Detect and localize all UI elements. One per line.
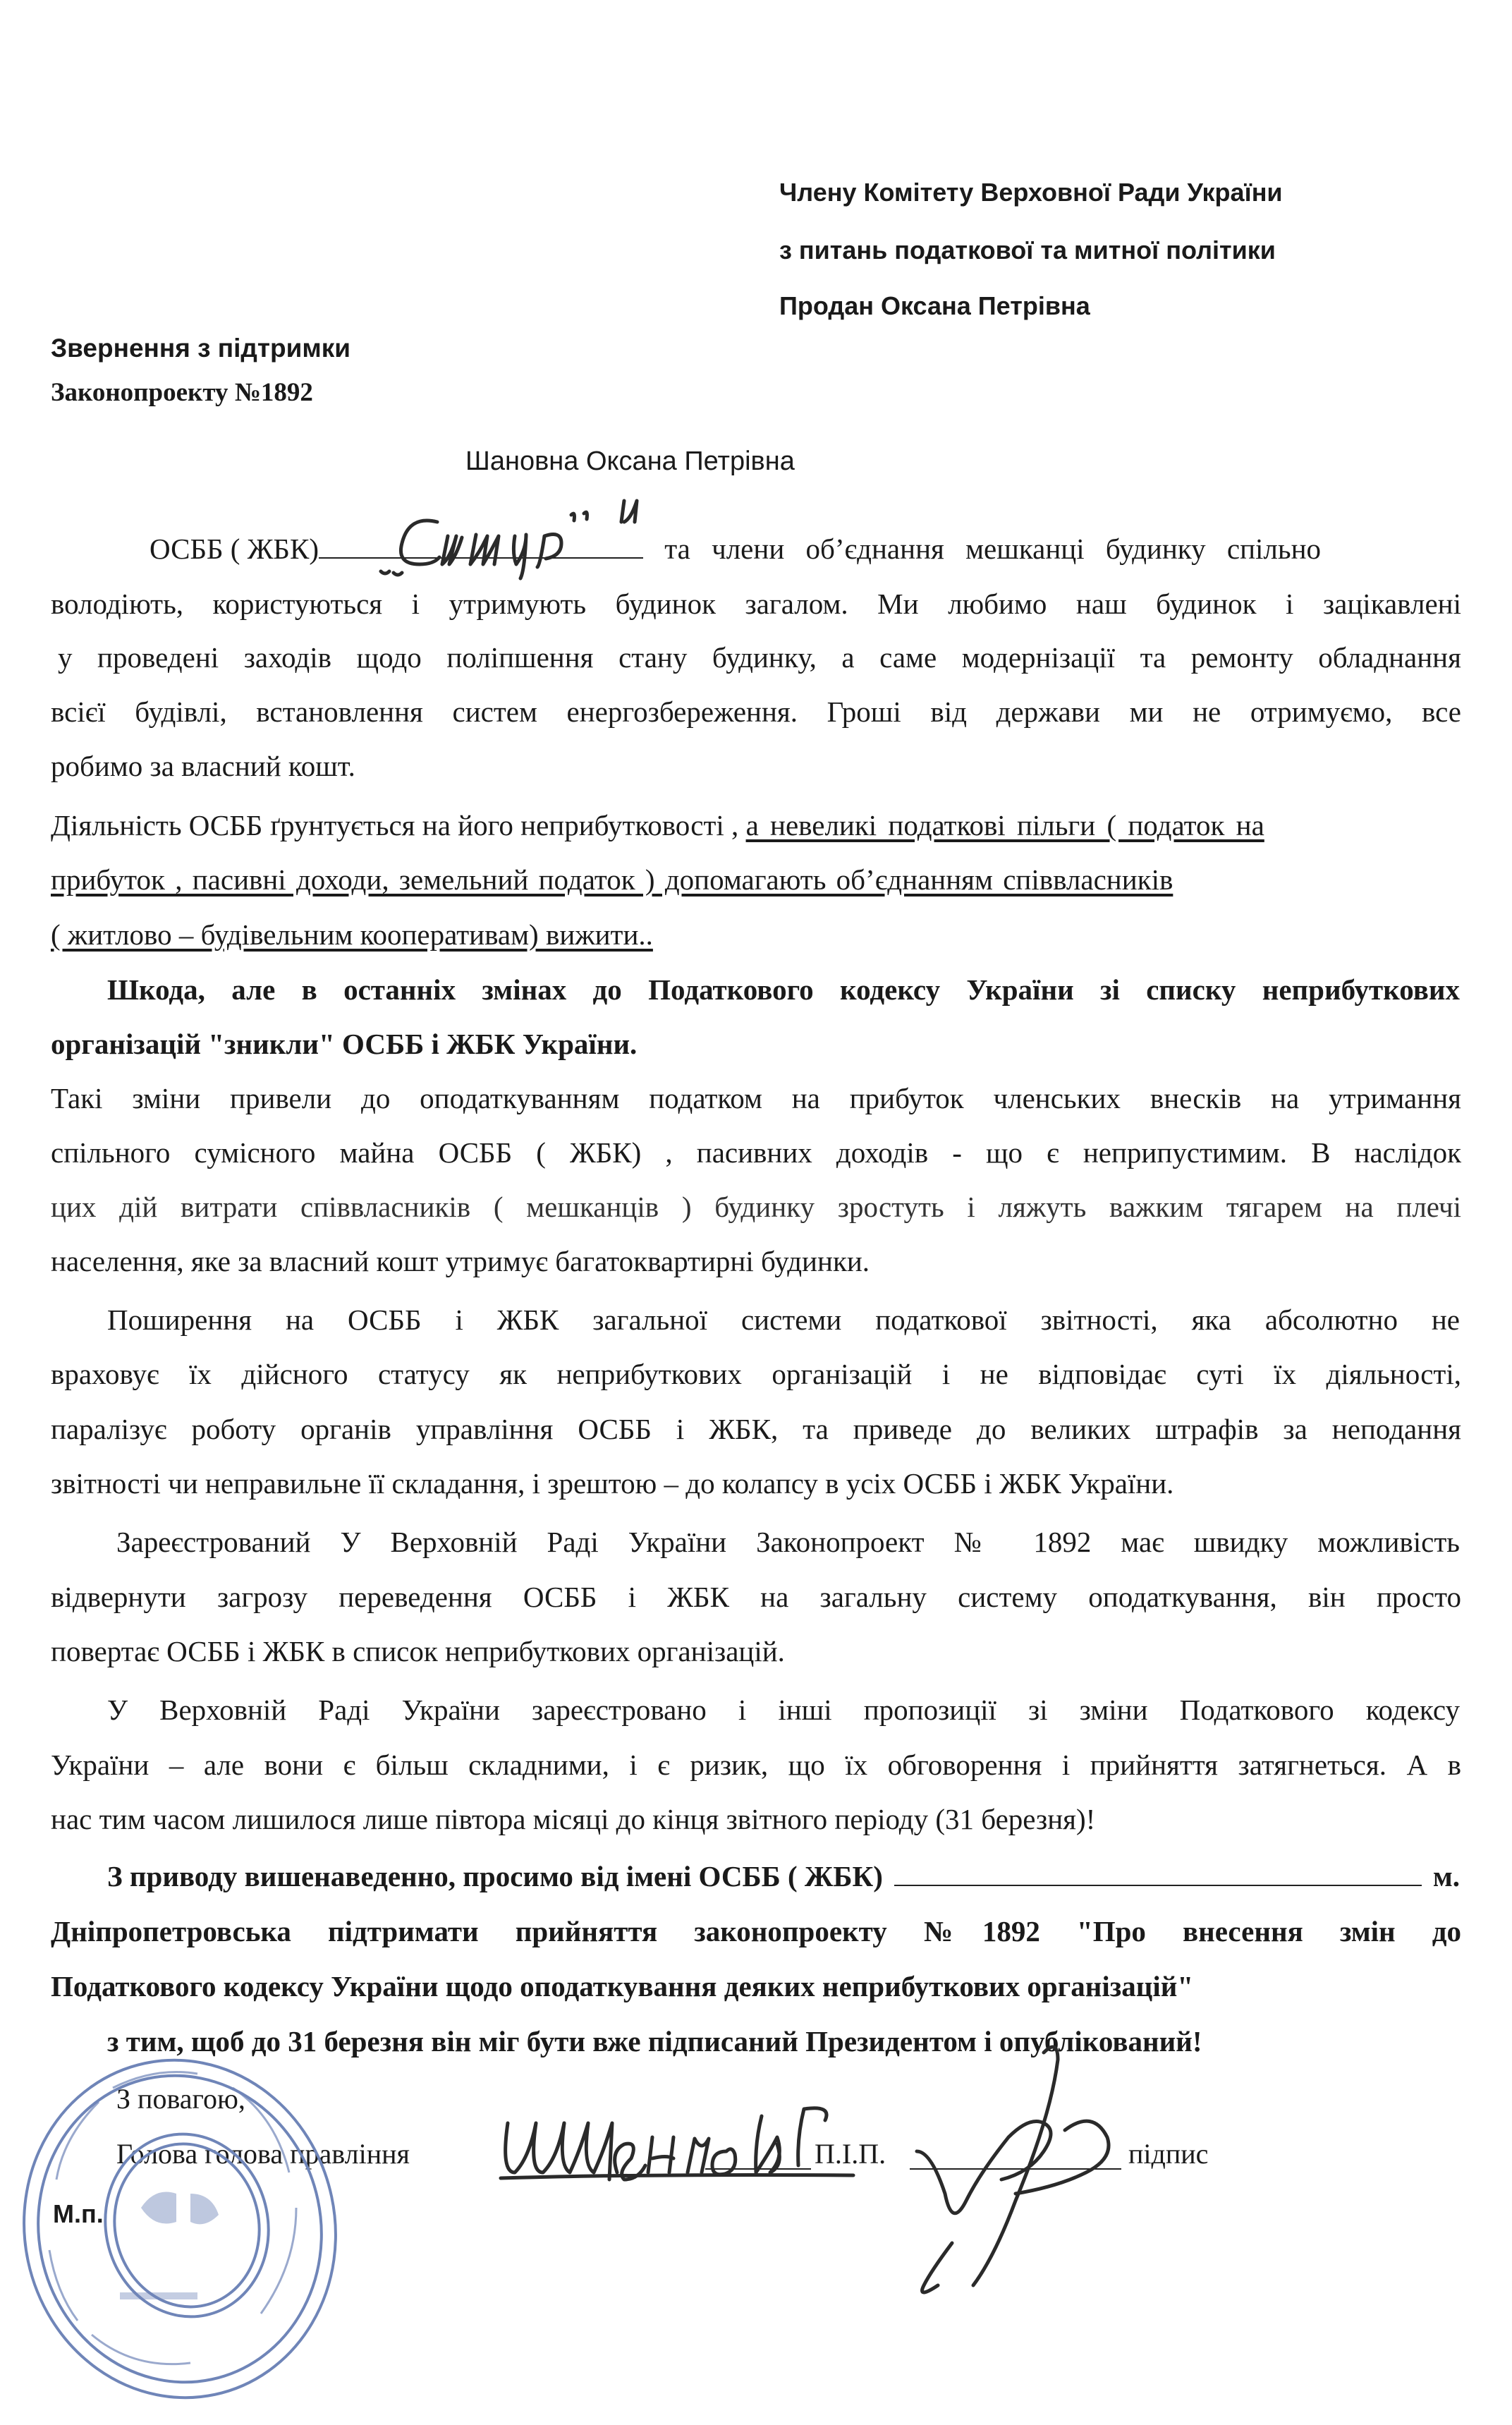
para5-line-4: звітності чи неправильне її складання, і зрештою – до колапсу в усіх ОСББ і ЖБК України.	[51, 1467, 1174, 1500]
para8-line-1-start: З приводу вишенаведенно, просимо від імені ОСББ ( ЖБК)	[107, 1860, 883, 1892]
addressee-line-1: Члену Комітету Верховної Ради України	[779, 178, 1283, 207]
para8-city-prefix: м.	[1432, 1860, 1460, 1892]
chair-label: Голова голова правління	[116, 2138, 410, 2170]
addressee-line-2: з питань податкової та митної політики	[779, 236, 1276, 265]
para4-line-1: Такі зміни привели до оподаткуванням податком на прибуток членських внесків на утримання	[51, 1082, 1461, 1114]
para4-line-4: населення, яке за власний кошт утримує багатоквартирні будинки.	[51, 1245, 870, 1277]
regards: З повагою,	[116, 2083, 245, 2115]
para6-line-2: відвернути загрозу переведення ОСББ і ЖБК на загальну систему оподаткування, він просто	[51, 1581, 1461, 1613]
addressee-line-3: Продан Оксана Петрівна	[779, 291, 1090, 320]
para1-line-1-rest: та члени об’єднання мешканці будинку спільно	[664, 533, 1322, 565]
para4-line-2: спільного сумісного майна ОСББ ( ЖБК) , пасивних доходів - що є неприпустимим. В наслідок	[51, 1136, 1461, 1169]
para1-line-2: володіють, користуються і утримують будинок загалом. Ми любимо наш будинок і зацікавлені	[51, 588, 1461, 620]
para2-line-1-start: Діяльність ОСББ ґрунтується на його неприбутковості ,	[51, 809, 746, 841]
signature-label: підпис	[1128, 2138, 1209, 2170]
round-stamp	[14, 2038, 346, 2405]
para7-line-3: нас тим часом лишилося лише півтора місяці до кінця звітного періоду (31 березня)!	[51, 1803, 1096, 1835]
greeting: Шановна Оксана Петрівна	[465, 446, 795, 476]
pib-label: П.І.П.	[815, 2138, 886, 2170]
para8-line-4: з тим, щоб до 31 березня він міг бути вже підписаний Президентом і опублікований!	[107, 2025, 1202, 2058]
para1-line-5: робимо за власний кошт.	[51, 750, 355, 782]
para3-line-2: організацій "зникли" ОСББ і ЖБК України.	[51, 1028, 638, 1060]
para4-line-3: цих дій витрати співвласників ( мешканців ) будинку зростуть і ляжуть важким тягарем на плечі	[51, 1191, 1461, 1223]
para1-line-4: всієї будівлі, встановлення систем енергозбереження. Гроші від держави ми не отримуємо, все	[51, 695, 1461, 728]
para1-line-3: у проведені заходів щодо поліпшення стану будинку, а саме модернізації та ремонту обладнання	[58, 641, 1461, 674]
para6-line-3: повертає ОСББ і ЖБК в список неприбуткових організацій.	[51, 1635, 785, 1667]
para1-osbb-label: ОСББ ( ЖБК)	[150, 533, 319, 565]
para5-line-2: враховує їх дійсного статусу як неприбуткових організацій і не відповідає суті їх діяльності,	[51, 1358, 1461, 1390]
para5-line-3: паралізує роботу органів управління ОСББ і ЖБК, та приведе до великих штрафів за неподання	[51, 1413, 1461, 1445]
para8-line-2: Дніпропетровська підтримати прийняття законопроекту №1892 "Про внесення змін до	[51, 1915, 1461, 1947]
stamp-place-label: М.п.	[53, 2199, 104, 2228]
osbb-name-field-2	[894, 1885, 1422, 1886]
subject-line-1: Звернення з підтримки	[51, 334, 350, 363]
para7-line-1: У Верховній Раді України зареєстровано і інші пропозиції зі зміни Податкового кодексу	[107, 1694, 1460, 1726]
para6-line-1: Зареєстрований У Верховній Раді України Законопроект № 1892 має швидку можливість	[116, 1526, 1460, 1558]
signature	[874, 2031, 1128, 2299]
para2-line-1	[51, 811, 1461, 840]
handwritten-surname	[494, 2095, 860, 2194]
para1-line-1	[51, 535, 1461, 564]
subject-line-2: Законопроекту №1892	[51, 378, 313, 407]
para8-line-1	[107, 1862, 1460, 1891]
para7-line-2: України – але вони є більш складними, і є ризик, що їх обговорення і прийняття затягнеться. А в	[51, 1749, 1461, 1781]
para5-line-1: Поширення на ОСББ і ЖБК загальної системи податкової звітності, яка абсолютно не	[107, 1303, 1460, 1336]
para8-line-3: Податкового кодексу України щодо оподаткування деяких неприбуткових організацій"	[51, 1970, 1194, 2002]
handwritten-osbb-name	[360, 494, 684, 585]
para3-line-1: Шкода, але в останніх змінах до Податкового кодексу України зі списку неприбуткових	[107, 973, 1460, 1006]
para2-line-2: прибуток , пасивні доходи, земельний податок ) допомагають об’єднанням співвласників	[51, 863, 1173, 896]
para2-line-1-underlined: а невеликі податкові пільги ( податок на	[745, 809, 1264, 841]
para2-line-3: ( житлово – будівельним кооперативам) вижити..	[51, 918, 653, 951]
